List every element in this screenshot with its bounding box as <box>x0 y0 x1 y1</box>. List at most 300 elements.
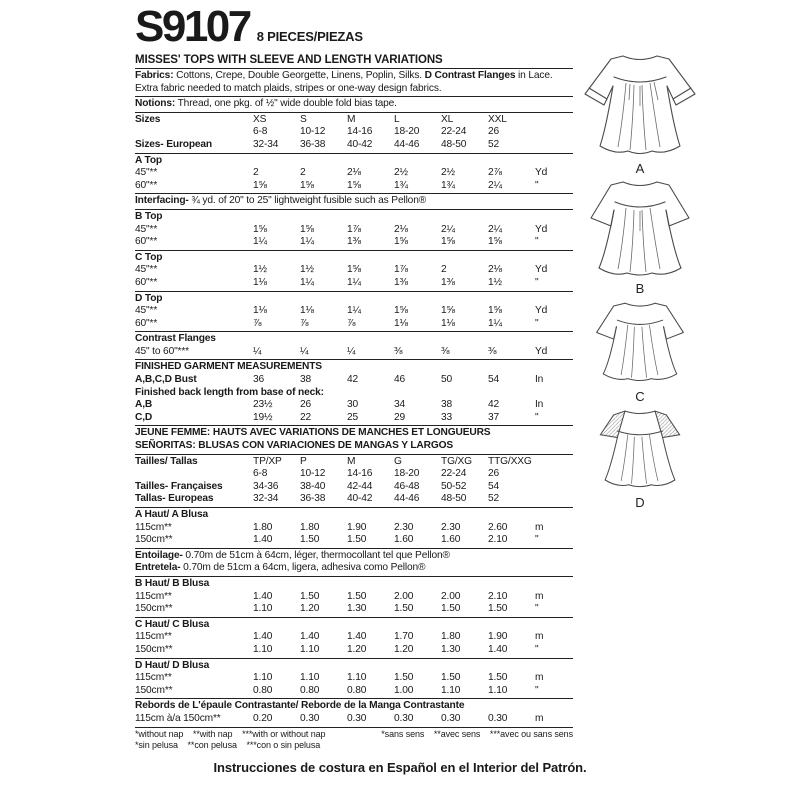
table-section <box>135 698 573 726</box>
value-cell: 1.10 <box>347 672 367 684</box>
unit-cell: m <box>535 631 544 643</box>
value-cell: 1.10 <box>253 643 273 655</box>
value-cell: 1¼ <box>300 236 314 248</box>
value-cell: 44-46 <box>394 493 420 505</box>
table-section <box>135 359 573 425</box>
value-cell: 2⅛ <box>347 167 361 179</box>
row-label: Sizes <box>135 113 161 125</box>
value-cell: 1⅜ <box>441 276 455 288</box>
text-row <box>135 562 573 575</box>
table-row <box>135 126 573 139</box>
value-cell: 1¼ <box>347 276 361 288</box>
value-cell: 1⅝ <box>394 236 408 248</box>
value-cell: 1.80 <box>300 521 320 533</box>
table-section <box>135 576 573 617</box>
value-cell: 1.10 <box>253 603 273 615</box>
value-cell: 2 <box>253 167 259 179</box>
text-segment: Notions: <box>135 98 176 110</box>
value-cell: ⅞ <box>300 317 309 329</box>
value-cell: 18-20 <box>394 126 420 138</box>
text-segment: Fabrics: <box>135 70 174 81</box>
header <box>135 4 573 50</box>
value-cell: 1.10 <box>441 684 461 696</box>
value-cell: 14-16 <box>347 468 373 480</box>
row-label: 150cm** <box>135 603 173 615</box>
value-cell: 2.30 <box>394 521 414 533</box>
text-segment: Thread, one pkg. of ½" wide double fold bias tape. <box>175 98 397 110</box>
value-cell: 52 <box>488 493 500 505</box>
value-cell: M <box>347 455 356 467</box>
value-cell: TTG/XXG <box>488 455 532 467</box>
pieces-count: 8 PIECES/PIEZAS <box>256 29 363 44</box>
value-cell: P <box>300 455 307 467</box>
text-row <box>135 509 573 522</box>
value-cell: 38 <box>441 399 453 411</box>
value-cell: 1⅝ <box>347 179 361 191</box>
value-cell: 1.90 <box>488 631 508 643</box>
table-section <box>135 617 573 658</box>
text-segment: ¾ yd. of 20" to 25" lightweight fusible such as Pellon® <box>188 195 427 207</box>
unit-cell: In <box>535 399 544 411</box>
value-cell: 46-48 <box>394 480 420 492</box>
value-cell: 22-24 <box>441 468 467 480</box>
value-cell: 30 <box>347 399 359 411</box>
value-cell: ¼ <box>253 345 262 357</box>
table-row <box>135 412 573 425</box>
text-row <box>135 578 573 591</box>
table-row <box>135 713 573 726</box>
value-cell: 1¾ <box>394 179 408 191</box>
table-section <box>135 112 573 153</box>
value-cell: 1⅝ <box>347 264 361 276</box>
text-row <box>135 361 573 374</box>
value-cell: 1.10 <box>253 672 273 684</box>
text-segment: Finished back length from base of neck: <box>135 386 324 398</box>
value-cell: 1.90 <box>347 521 367 533</box>
table-section <box>135 68 573 96</box>
row-label: 45"** <box>135 305 158 317</box>
value-cell: 48-50 <box>441 493 467 505</box>
text-row <box>135 252 573 265</box>
text-segment: Contrast Flanges <box>135 333 216 345</box>
text-row <box>135 700 573 713</box>
unit-cell: m <box>535 712 544 724</box>
value-cell: 2¼ <box>488 179 502 191</box>
value-cell: TP/XP <box>253 455 282 467</box>
value-cell: 1½ <box>253 264 267 276</box>
table-section <box>135 153 573 194</box>
value-cell: 36-38 <box>300 138 326 150</box>
value-cell: 1.40 <box>253 534 273 546</box>
value-cell: 1.40 <box>253 590 273 602</box>
unit-cell: Yd <box>535 345 548 357</box>
garment-illustrations <box>560 48 720 510</box>
value-cell: 6-8 <box>253 468 268 480</box>
text-row <box>135 427 573 440</box>
text-segment: FINISHED GARMENT MEASUREMENTS <box>135 361 322 373</box>
text-row <box>135 619 573 632</box>
table-row <box>135 139 573 152</box>
value-cell: 36-38 <box>300 493 326 505</box>
row-label: Tailles/ Tallas <box>135 455 198 467</box>
main-column <box>135 4 573 752</box>
value-cell: 1.80 <box>253 521 273 533</box>
table-row <box>135 481 573 494</box>
value-cell: 29 <box>394 411 406 423</box>
value-cell: 2⅛ <box>488 264 502 276</box>
value-cell: 36 <box>253 374 265 386</box>
row-label: 115cm** <box>135 631 172 643</box>
garment-b-label: B <box>635 281 645 296</box>
value-cell: 34 <box>394 399 406 411</box>
garment-d-figure <box>574 404 706 510</box>
value-cell: 25 <box>347 411 359 423</box>
footnote-row <box>135 740 573 751</box>
text-segment: Entoilage- <box>135 549 183 561</box>
value-cell: 2⅛ <box>394 223 408 235</box>
value-cell: 52 <box>488 138 500 150</box>
row-label: 115cm** <box>135 590 172 602</box>
unit-cell: " <box>535 179 539 191</box>
value-cell: 32-34 <box>253 493 279 505</box>
value-cell: 1.70 <box>394 631 414 643</box>
value-cell: G <box>394 455 402 467</box>
value-cell: 2.00 <box>394 590 414 602</box>
table-section <box>135 507 573 548</box>
row-label <box>135 468 253 481</box>
text-segment: in Lace. Extra fabric needed to match plaids, stripes or one-way design fabrics. <box>135 70 553 94</box>
value-cell: L <box>394 113 400 125</box>
unit-cell: " <box>535 643 539 655</box>
garment-d-illustration <box>574 404 706 490</box>
value-cell: ¼ <box>347 345 356 357</box>
value-cell: XXL <box>488 113 507 125</box>
value-cell: 0.80 <box>347 684 367 696</box>
text-row <box>135 387 573 400</box>
value-cell: 1⅛ <box>394 317 408 329</box>
table-row <box>135 318 573 331</box>
table-row <box>135 631 573 644</box>
value-cell: 1⅝ <box>441 305 455 317</box>
row-label: 150cm** <box>135 684 173 696</box>
value-cell: 2½ <box>441 167 455 179</box>
text-segment: Rebords de L'épaule Contrastante/ Reborde de la Manga Contrastante <box>135 700 465 712</box>
unit-cell: " <box>535 411 539 423</box>
table-row <box>135 277 573 290</box>
garment-b-illustration <box>570 176 710 276</box>
yardage-table <box>135 68 573 752</box>
value-cell: 22 <box>300 411 312 423</box>
value-cell: 2.00 <box>441 590 461 602</box>
value-cell: 26 <box>488 126 500 138</box>
row-label: 115cm à/a 150cm** <box>135 712 221 724</box>
row-label: 60"** <box>135 236 158 248</box>
table-section <box>135 193 573 209</box>
text-segment: Interfacing- <box>135 195 189 207</box>
value-cell: 1⅛ <box>253 305 267 317</box>
text-row <box>135 195 573 208</box>
value-cell: 54 <box>488 374 500 386</box>
value-cell: 1⅞ <box>394 264 408 276</box>
row-label: 45"** <box>135 264 158 276</box>
table-row <box>135 236 573 249</box>
value-cell: 1⅝ <box>300 179 314 191</box>
unit-cell: Yd <box>535 305 548 317</box>
unit-cell: m <box>535 521 544 533</box>
unit-cell: " <box>535 534 539 546</box>
text-segment: D Top <box>135 292 163 304</box>
table-row <box>135 685 573 698</box>
value-cell: 1.50 <box>300 534 320 546</box>
garment-c-label: C <box>635 389 645 404</box>
row-label: 45"** <box>135 167 158 179</box>
text-row <box>135 155 573 168</box>
footnote-row <box>135 729 573 740</box>
value-cell: 1.40 <box>488 643 508 655</box>
table-row <box>135 522 573 535</box>
value-cell: 0.30 <box>394 712 414 724</box>
value-cell: 54 <box>488 480 500 492</box>
value-cell: 14-16 <box>347 126 373 138</box>
value-cell: ⅜ <box>394 345 403 357</box>
text-segment: D Contrast Flanges <box>424 70 516 81</box>
value-cell: 1⅜ <box>347 236 361 248</box>
value-cell: 2⅞ <box>488 167 502 179</box>
value-cell: XL <box>441 113 454 125</box>
value-cell: 1.20 <box>300 603 320 615</box>
value-cell: 1½ <box>488 276 502 288</box>
table-section <box>135 727 573 752</box>
garment-c-figure <box>574 296 706 404</box>
text-row <box>135 70 573 95</box>
table-row <box>135 399 573 412</box>
table-row <box>135 456 573 469</box>
table-row <box>135 591 573 604</box>
row-label: 115cm** <box>135 521 172 533</box>
value-cell: 10-12 <box>300 468 326 480</box>
value-cell: 1⅛ <box>441 317 455 329</box>
value-cell: 2 <box>441 264 447 276</box>
value-cell: 33 <box>441 411 453 423</box>
text-row <box>135 98 573 111</box>
value-cell: ⅞ <box>253 317 262 329</box>
table-row <box>135 224 573 237</box>
text-segment: Entretela- <box>135 562 181 574</box>
table-row <box>135 114 573 127</box>
text-row <box>135 440 573 453</box>
text-segment: Cottons, Crepe, Double Georgette, Linens, Poplin, Silks. <box>173 70 425 81</box>
text-row <box>135 660 573 673</box>
text-segment: C Top <box>135 251 163 263</box>
garment-a-illustration <box>570 48 710 156</box>
unit-cell: m <box>535 590 544 602</box>
value-cell: 1.50 <box>441 603 461 615</box>
row-label: Sizes- European <box>135 138 213 150</box>
text-segment: A Top <box>135 154 162 166</box>
value-cell: ¼ <box>300 345 309 357</box>
row-label: 150cm** <box>135 534 173 546</box>
table-row <box>135 468 573 481</box>
table-row <box>135 346 573 359</box>
value-cell: 1.50 <box>394 603 414 615</box>
value-cell: 1.40 <box>300 631 320 643</box>
value-cell: 0.30 <box>441 712 461 724</box>
table-section <box>135 250 573 291</box>
value-cell: 1⅞ <box>347 223 361 235</box>
value-cell: 42 <box>488 399 500 411</box>
row-label <box>135 126 253 139</box>
table-row <box>135 305 573 318</box>
value-cell: 1.60 <box>394 534 414 546</box>
garment-c-illustration <box>574 296 706 384</box>
value-cell: 1.30 <box>347 603 367 615</box>
value-cell: 1.10 <box>300 643 320 655</box>
value-cell: 50-52 <box>441 480 467 492</box>
unit-cell: " <box>535 684 539 696</box>
unit-cell: Yd <box>535 223 548 235</box>
table-row <box>135 603 573 616</box>
value-cell: 6-8 <box>253 126 268 138</box>
table-row <box>135 493 573 506</box>
value-cell: 1.50 <box>394 672 414 684</box>
text-segment: A Haut/ A Blusa <box>135 509 209 520</box>
value-cell: 1.50 <box>347 534 367 546</box>
value-cell: 1⅛ <box>253 276 267 288</box>
value-cell: 38 <box>300 374 312 386</box>
value-cell: 2.60 <box>488 521 508 533</box>
footnote-left: *sin pelusa **con pelusa ***con o sin pelusa <box>135 739 321 750</box>
value-cell: 37 <box>488 411 500 423</box>
row-label: Tailles- Françaises <box>135 480 223 492</box>
row-label: 60"** <box>135 317 158 329</box>
value-cell: 2½ <box>394 167 408 179</box>
table-section <box>135 454 573 507</box>
garment-a-label: A <box>635 161 645 176</box>
value-cell: 1.50 <box>488 672 508 684</box>
value-cell: 2.10 <box>488 534 508 546</box>
footnote-right: *sans sens **avec sens ***avec ou sans sens <box>381 728 573 739</box>
text-row <box>135 333 573 346</box>
value-cell: 1.10 <box>300 672 320 684</box>
table-row <box>135 534 573 547</box>
row-label: 60"** <box>135 179 158 191</box>
value-cell: 19½ <box>253 411 273 423</box>
value-cell: 0.20 <box>253 712 273 724</box>
row-label: 45"** <box>135 223 158 235</box>
value-cell: 2 <box>300 167 306 179</box>
table-section <box>135 425 573 453</box>
value-cell: ⅞ <box>347 317 356 329</box>
unit-cell: In <box>535 374 544 386</box>
row-label: 150cm** <box>135 643 173 655</box>
row-label: 45" to 60"*** <box>135 345 189 357</box>
value-cell: 2.30 <box>441 521 461 533</box>
text-segment: SEÑORITAS: BLUSAS CON VARIACIONES DE MANGAS Y LARGOS <box>135 440 454 452</box>
value-cell: 1⅝ <box>394 305 408 317</box>
value-cell: 42-44 <box>347 480 373 492</box>
value-cell: 1¼ <box>253 236 267 248</box>
value-cell: 0.30 <box>488 712 508 724</box>
value-cell: 18-20 <box>394 468 420 480</box>
garment-d-label: D <box>635 495 645 510</box>
value-cell: ⅜ <box>441 345 450 357</box>
table-row <box>135 644 573 657</box>
value-cell: XS <box>253 113 267 125</box>
value-cell: 2¼ <box>441 223 455 235</box>
value-cell: 1¼ <box>488 317 502 329</box>
row-label: 115cm** <box>135 672 172 684</box>
value-cell: 1⅝ <box>488 305 502 317</box>
value-cell: 1.50 <box>441 672 461 684</box>
value-cell: 1¾ <box>441 179 455 191</box>
unit-cell: Yd <box>535 264 548 276</box>
pattern-title: MISSES' TOPS WITH SLEEVE AND LENGTH VARIATIONS <box>135 54 443 66</box>
value-cell: 1.50 <box>488 603 508 615</box>
footnote-left: *without nap **with nap ***with or without nap <box>135 728 326 739</box>
row-label: A,B <box>135 399 153 411</box>
table-row <box>135 374 573 387</box>
value-cell: 1⅝ <box>300 223 314 235</box>
value-cell: 1⅝ <box>441 236 455 248</box>
value-cell: S <box>300 113 307 125</box>
text-segment: B Top <box>135 210 163 222</box>
text-segment: B Haut/ B Blusa <box>135 577 210 589</box>
unit-cell: Yd <box>535 167 548 179</box>
value-cell: 40-42 <box>347 138 373 150</box>
value-cell: M <box>347 113 356 125</box>
value-cell: 32-34 <box>253 138 279 150</box>
footer-note: Instrucciones de costura en Español en el Interior del Patrón. <box>213 760 587 775</box>
value-cell: 1.40 <box>253 631 273 643</box>
value-cell: 2.10 <box>488 590 508 602</box>
value-cell: 1⅜ <box>394 276 408 288</box>
value-cell: 34-36 <box>253 480 279 492</box>
value-cell: 50 <box>441 374 453 386</box>
table-row <box>135 264 573 277</box>
value-cell: 1.30 <box>441 643 461 655</box>
value-cell: 26 <box>488 468 500 480</box>
value-cell: ⅜ <box>488 345 497 357</box>
row-label: A,B,C,D Bust <box>135 374 197 386</box>
value-cell: 38-40 <box>300 480 326 492</box>
unit-cell: " <box>535 603 539 615</box>
value-cell: 1.60 <box>441 534 461 546</box>
pattern-number: S9107 <box>135 2 250 51</box>
value-cell: 1½ <box>300 264 314 276</box>
table-row <box>135 672 573 685</box>
unit-cell: " <box>535 276 539 288</box>
value-cell: 48-50 <box>441 138 467 150</box>
row-label: Tallas- Europeas <box>135 493 214 505</box>
unit-cell: " <box>535 317 539 329</box>
text-segment: JEUNE FEMME: HAUTS AVEC VARIATIONS DE MANCHES ET LONGUEURS <box>135 427 491 439</box>
value-cell: 1⅝ <box>253 223 267 235</box>
value-cell: 1¼ <box>300 276 314 288</box>
value-cell: 10-12 <box>300 126 326 138</box>
text-segment: 0.70m de 51cm a 64cm, ligera, adhesiva como Pellon® <box>180 562 426 574</box>
text-segment: C Haut/ C Blusa <box>135 618 210 630</box>
value-cell: 0.80 <box>300 684 320 696</box>
value-cell: 1.40 <box>347 631 367 643</box>
row-label: C,D <box>135 411 153 423</box>
value-cell: 1.10 <box>488 684 508 696</box>
value-cell: 23½ <box>253 399 273 411</box>
row-label: 60"** <box>135 276 158 288</box>
value-cell: 1⅝ <box>253 179 267 191</box>
value-cell: 22-24 <box>441 126 467 138</box>
value-cell: 1.50 <box>300 590 320 602</box>
value-cell: 1⅝ <box>488 236 502 248</box>
